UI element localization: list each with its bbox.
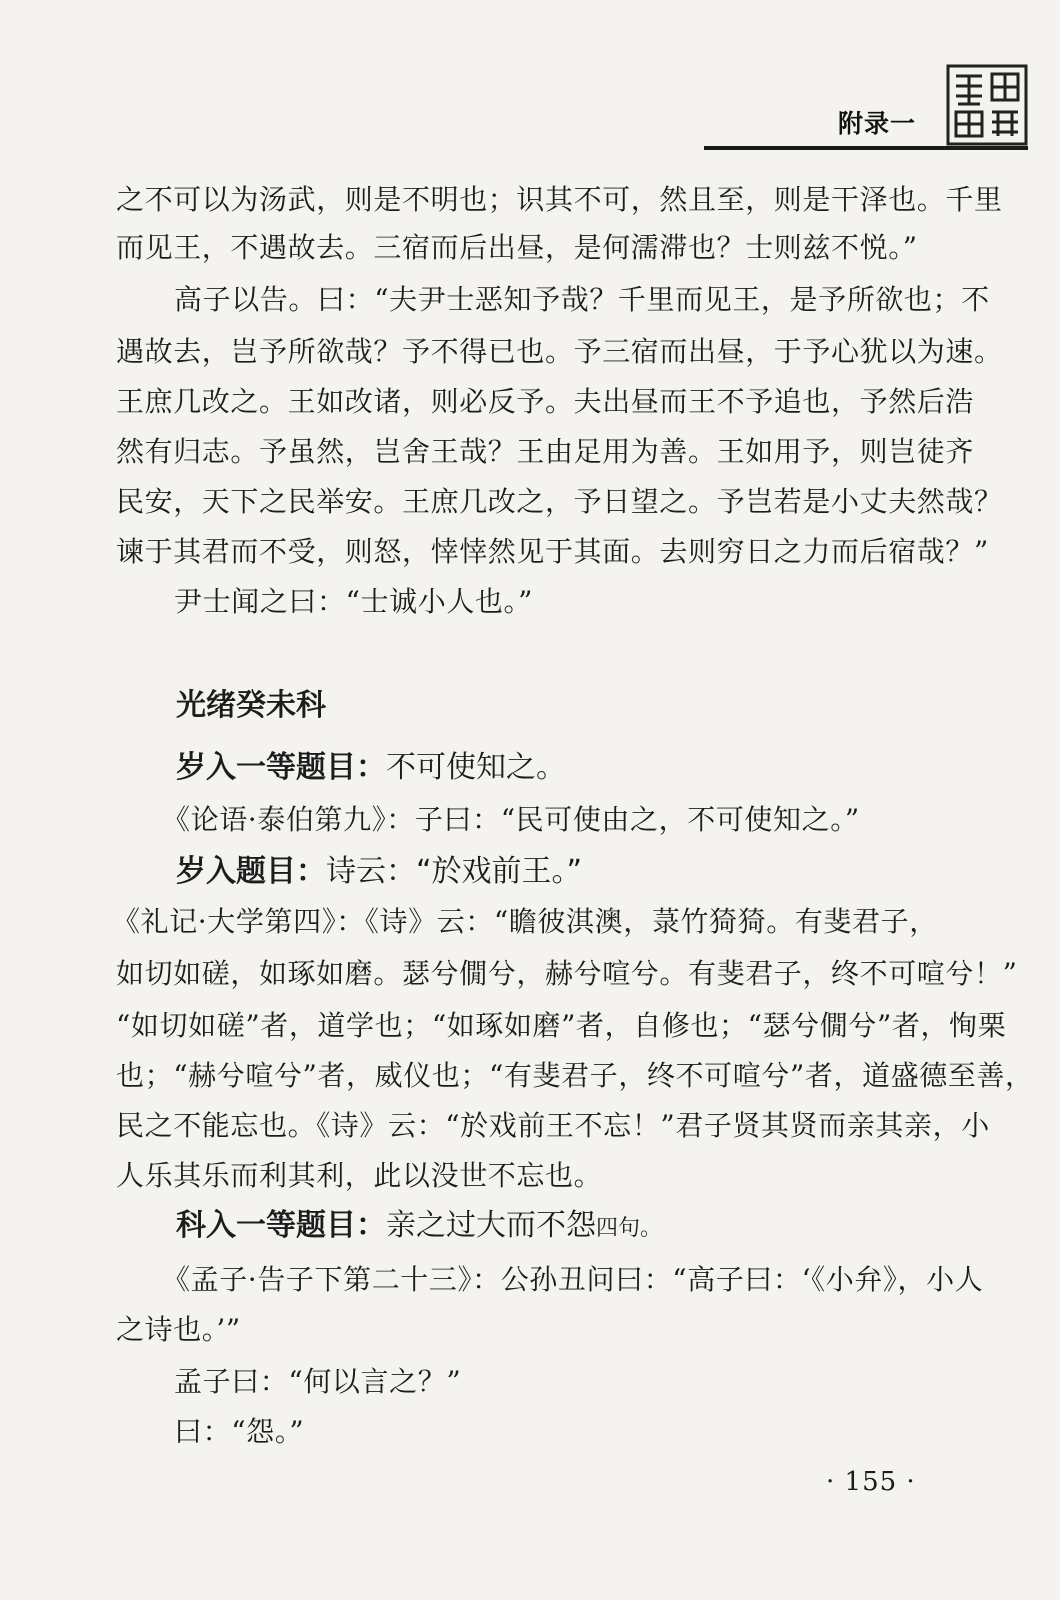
question-heading	[176, 1206, 662, 1249]
text-line: 也；“赫兮喧兮”者，威仪也；“有斐君子，终不可喧兮”者，道盛德至善，	[116, 1059, 1034, 1092]
heading-label: 岁入题目：	[176, 854, 326, 889]
text-line: 之不可以为汤武，则是不明也；识其不可，然且至，则是干泽也。千里	[116, 183, 1003, 216]
header-section-label: 附录一	[838, 109, 917, 138]
heading-label: 岁入一等题目：	[176, 750, 386, 785]
text-line: 王庶几改之。王如改诸，则必反予。夫出昼而王不予追也，予然后浩	[116, 385, 975, 418]
text-line: 尹士闻之曰：“士诚小人也。”	[174, 585, 534, 618]
text-line: “如切如磋”者，道学也；“如琢如磨”者，自修也；“瑟兮僩兮”者，恂栗	[116, 1009, 1007, 1042]
header-rule	[704, 146, 1028, 150]
text-line: 高子以告。曰：“夫尹士恶知予哉？千里而见王，是予所欲也；不	[174, 283, 990, 316]
text-line: 如切如磋，如琢如磨。瑟兮僩兮，赫兮喧兮。有斐君子，终不可喧兮！”	[116, 957, 1018, 990]
heading-text: 诗云：“於戏前王。”	[326, 854, 583, 889]
text-line: 曰：“怨。”	[174, 1415, 305, 1448]
text-line: 谏于其君而不受，则怒，悻悻然见于其面。去则穷日之力而后宿哉？”	[116, 535, 989, 568]
text-line: 之诗也。’”	[116, 1313, 241, 1346]
text-line: 然有归志。予虽然，岂舍王哉？王由足用为善。王如用予，则岂徒齐	[116, 435, 975, 468]
page-number: · 155 ·	[826, 1467, 916, 1497]
text-line: 遇故去，岂予所欲哉？予不得已也。予三宿而出昼，于予心犹以为速。	[116, 335, 1003, 368]
text-line: 民安，天下之民举安。王庶几改之，予日望之。予岂若是小丈夫然哉？	[116, 485, 1003, 518]
text-line: 民之不能忘也。《诗》云：“於戏前王不忘！”君子贤其贤而亲其亲，小	[116, 1109, 990, 1142]
heading-text: 不可使知之。	[386, 750, 566, 785]
text-line: 《论语·泰伯第九》：子曰：“民可使由之，不可使知之。”	[162, 803, 860, 836]
text-line: 《礼记·大学第四》：《诗》云：“瞻彼淇澳，菉竹猗猗。有斐君子，	[112, 905, 938, 938]
text-line: 而见王，不遇故去。三宿而后出昼，是何濡滞也？士则兹不悦。”	[116, 231, 918, 264]
heading-note: 四句。	[596, 1216, 663, 1241]
heading-label: 科入一等题目：	[176, 1208, 386, 1243]
header-logo	[946, 64, 1028, 146]
question-heading	[176, 748, 566, 788]
section-title: 光绪癸未科	[176, 688, 326, 723]
heading-text: 亲之过大而不怨	[386, 1208, 596, 1243]
text-line: 人乐其乐而利其利，此以没世不忘也。	[116, 1159, 603, 1192]
seal-logo-icon	[946, 64, 1028, 146]
question-heading	[176, 852, 582, 892]
text-line: 《孟子·告子下第二十三》：公孙丑问曰：“高子曰：‘《小弁》，小人	[162, 1263, 984, 1296]
text-line: 孟子曰：“何以言之？”	[174, 1365, 462, 1398]
